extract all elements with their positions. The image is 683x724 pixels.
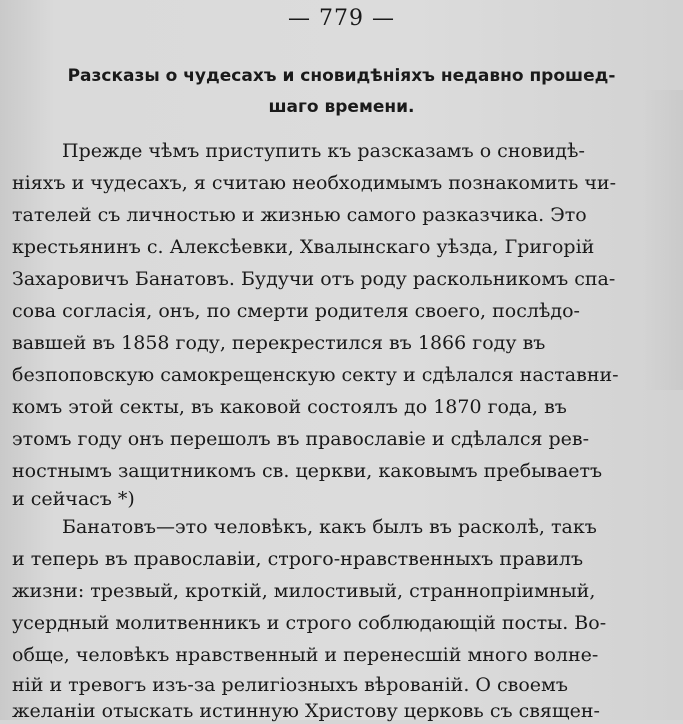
article-title-line-1: Разсказы о чудесахъ и сновидѣніяхъ недавно прошед- — [67, 66, 616, 86]
paragraph-1-line-6: сова согласія, онъ, по смерти родителя своего, послѣдо- — [12, 300, 580, 322]
paragraph-1-line-2: ніяхъ и чудесахъ, я считаю необходимымъ познакомить чи- — [12, 172, 616, 194]
paragraph-1-line-3: тателей съ личностью и жизнью самого разказчика. Это — [12, 204, 587, 226]
paragraph-1-line-5: Захаровичъ Банатовъ. Будучи отъ роду раскольникомъ спа- — [12, 268, 616, 290]
paragraph-1-line-9: комъ этой секты, въ каковой состоялъ до 1870 года, въ — [12, 396, 567, 418]
paragraph-1-line-7: вавшей въ 1858 году, перекрестился въ 1866 году въ — [12, 332, 546, 354]
paragraph-1-line-12: и сейчасъ *) — [12, 488, 135, 510]
page-number: — 779 — — [288, 6, 395, 31]
paragraph-2-line-2: и теперь въ православіи, строго-нравственныхъ правилъ — [12, 548, 584, 570]
paragraph-2-line-5: обще, человѣкъ нравственный и перенесшій много волне- — [12, 644, 599, 666]
paragraph-1-line-1: Прежде чѣмъ приступить къ разсказамъ о сновидѣ- — [62, 140, 585, 162]
paragraph-1-line-11: ностнымъ защитникомъ св. церкви, каковымъ пребываетъ — [12, 460, 603, 482]
paragraph-2-line-4: усердный молитвенникъ и строго соблюдающій посты. Во- — [12, 612, 607, 634]
paragraph-2-line-7: желаніи отыскать истинную Христову церковь съ священ- — [12, 700, 600, 722]
bleed-through-shadow — [643, 90, 683, 390]
paragraph-2-line-3: жизни: трезвый, кроткій, милостивый, страннопріимный, — [12, 580, 596, 602]
article-title-line-2: шаго времени. — [268, 97, 415, 117]
paragraph-1-line-8: безпоповскую самокрещенскую секту и сдѣлался наставни- — [12, 364, 619, 386]
paragraph-2-line-6: ній и тревогъ изъ-за религіозныхъ вѣрованій. О своемъ — [12, 674, 568, 696]
paragraph-1-line-10: этомъ году онъ перешолъ въ православіе и сдѣлался рев- — [12, 428, 590, 450]
paragraph-1-line-4: крестьянинъ с. Алексѣевки, Хвалынскаго уѣзда, Григорій — [12, 236, 595, 258]
paragraph-2-line-1: Банатовъ—это человѣкъ, какъ былъ въ расколѣ, такъ — [62, 516, 597, 538]
